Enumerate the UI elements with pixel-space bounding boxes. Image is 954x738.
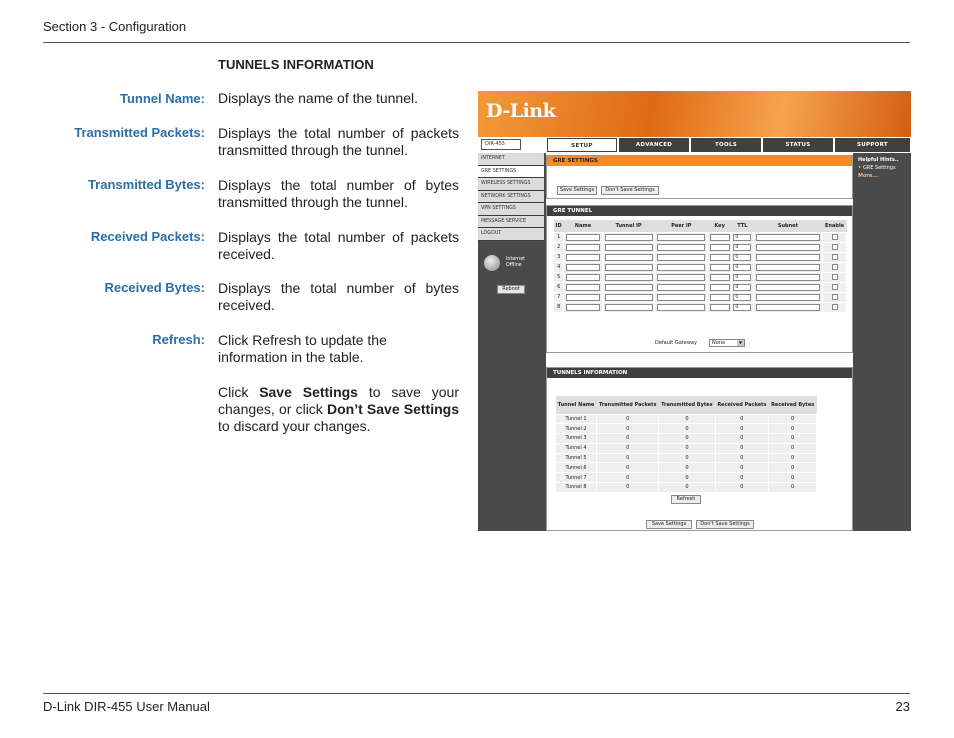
gre-field-cell [753,282,822,292]
gre-field-cell [708,272,732,282]
gre-field-cell [753,292,822,302]
ttl-field[interactable]: 0 [733,304,751,311]
brand-banner [478,91,911,137]
gre-field-cell [732,242,754,252]
gre-row-id: 1 [554,232,564,242]
info-row [556,434,817,444]
gre-field-cell [602,292,655,302]
page-number: 23 [895,699,910,714]
tunnel-stat-cell: 0 [769,414,817,424]
gre-row-id: 8 [554,302,564,312]
tunnel-stat-cell: 0 [659,453,715,463]
gre-enable-cell [823,272,847,282]
gre-field-cell [708,292,732,302]
gre-text-field[interactable] [756,234,820,241]
tunnel-stat-cell: 0 [715,434,769,444]
tunnel-stat-cell: 0 [769,473,817,483]
gre-field-cell [708,302,732,312]
hints-item[interactable] [858,164,908,172]
term-refresh: Refresh: [152,332,205,347]
nav-network-settings[interactable]: NETWORK SETTINGS [478,191,544,204]
bullet-icon: • [858,165,863,171]
ttl-field[interactable]: 0 [733,254,751,261]
desc-transmitted-bytes: Displays the total number of bytes transmitted through the tunnel. [218,177,459,210]
gre-row [554,242,847,252]
gre-field-cell [655,232,708,242]
gre-col-header: Subnet [753,220,822,232]
gre-text-field[interactable] [566,284,600,291]
gre-col-header: Peer IP [655,220,708,232]
gre-field-cell [564,252,602,262]
tunnel-name-cell: Tunnel 1 [556,414,597,424]
hints-title: Helpful Hints.. [858,157,899,163]
tunnel-stat-cell: 0 [597,473,659,483]
tunnel-stat-cell: 0 [597,443,659,453]
save-note-post: to discard your changes. [218,418,371,434]
gre-text-field[interactable] [710,244,730,251]
chevron-down-icon: ▼ [738,340,743,345]
section-title: TUNNELS INFORMATION [218,57,374,72]
gre-text-field[interactable] [566,234,600,241]
gre-field-cell [753,242,822,252]
main-content [546,153,853,531]
internet-label: Internet [506,257,526,262]
gre-field-cell [708,262,732,272]
gre-field-cell [655,292,708,302]
tunnels-info-table [555,396,817,493]
tunnel-name-cell: Tunnel 3 [556,434,597,444]
tunnel-name-cell: Tunnel 8 [556,483,597,493]
gre-field-cell [753,272,822,282]
save-note [218,384,459,435]
gre-text-field[interactable] [605,264,653,271]
gre-text-field[interactable] [605,254,653,261]
enable-checkbox[interactable] [832,274,838,280]
gre-field-cell [602,262,655,272]
tunnel-stat-cell: 0 [659,424,715,434]
tunnel-stat-cell: 0 [715,453,769,463]
tunnel-stat-cell: 0 [715,424,769,434]
enable-checkbox[interactable] [832,234,838,240]
gre-field-cell [753,262,822,272]
gre-text-field[interactable] [605,274,653,281]
desc-received-bytes: Displays the total number of bytes received. [218,280,459,313]
gre-col-header: TTL [732,220,754,232]
gre-text-field[interactable] [566,304,600,311]
tunnel-stat-cell: 0 [715,414,769,424]
gre-text-field[interactable] [756,284,820,291]
gre-col-header: ID [554,220,564,232]
tunnels-info-panel [546,367,853,531]
gre-field-cell [655,262,708,272]
gre-text-field[interactable] [605,294,653,301]
gre-field-cell [602,302,655,312]
tunnel-stat-cell: 0 [715,473,769,483]
gre-col-header: Tunnel IP [602,220,655,232]
gre-text-field[interactable] [657,234,705,241]
gre-row-id: 4 [554,262,564,272]
gre-row [554,252,847,262]
gre-field-cell [753,252,822,262]
gre-text-field[interactable] [657,294,705,301]
left-nav [478,153,544,531]
gre-field-cell [708,282,732,292]
gre-row-id: 6 [554,282,564,292]
nav-message-service[interactable]: MESSAGE SERVICE [478,216,544,229]
save-note-mid: to save your changes, or click [218,384,459,417]
enable-checkbox[interactable] [832,264,838,270]
gre-col-header: Key [708,220,732,232]
gre-text-field[interactable] [756,264,820,271]
term-tunnel-name: Tunnel Name: [120,91,205,106]
tunnel-stat-cell: 0 [597,483,659,493]
gre-tunnel-title: GRE TUNNEL [547,206,852,216]
gre-field-cell [564,272,602,282]
gre-field-cell [602,232,655,242]
tunnel-stat-cell: 0 [597,424,659,434]
gre-text-field[interactable] [566,274,600,281]
gre-text-field[interactable] [756,294,820,301]
gre-field-cell [732,262,754,272]
gre-text-field[interactable] [710,234,730,241]
gre-field-cell [732,302,754,312]
tunnel-stat-cell: 0 [597,414,659,424]
gre-field-cell [732,282,754,292]
gre-field-cell [708,232,732,242]
gre-row [554,262,847,272]
tunnel-stat-cell: 0 [769,434,817,444]
gre-field-cell [732,232,754,242]
desc-received-packets: Displays the total number of packets received. [218,229,459,262]
info-row [556,424,817,434]
info-col-header: Received Packets [715,396,769,414]
tunnel-stat-cell: 0 [659,483,715,493]
footer-manual-title: D-Link DIR-455 User Manual [43,699,210,714]
gre-text-field[interactable] [756,304,820,311]
gre-settings-panel [546,155,853,199]
tunnels-info-title: TUNNELS INFORMATION [547,368,852,378]
gre-enable-cell [823,292,847,302]
gre-text-field[interactable] [756,254,820,261]
tunnel-name-cell: Tunnel 5 [556,453,597,463]
tunnel-stat-cell: 0 [659,434,715,444]
gre-text-field[interactable] [657,304,705,311]
nav-logout[interactable]: LOGOUT [478,228,544,241]
term-received-packets: Received Packets: [90,229,205,244]
gre-text-field[interactable] [566,254,600,261]
nav-vpn-settings[interactable]: VPN SETTINGS [478,203,544,216]
ttl-field[interactable]: 0 [733,284,751,291]
gre-enable-cell [823,252,847,262]
tab-status[interactable]: STATUS [763,138,833,152]
tunnel-stat-cell: 0 [769,443,817,453]
hints-sidebar [855,153,911,531]
term-transmitted-bytes: Transmitted Bytes: [87,177,205,192]
ttl-field[interactable]: 0 [733,294,751,301]
tab-setup[interactable]: SETUP [547,138,617,152]
info-col-header: Transmitted Bytes [659,396,715,414]
term-transmitted-packets: Transmitted Packets: [74,125,205,140]
tunnel-name-cell: Tunnel 7 [556,473,597,483]
tunnel-stat-cell: 0 [597,463,659,473]
gre-tunnel-table [553,220,847,313]
gre-text-field[interactable] [566,264,600,271]
tunnel-stat-cell: 0 [769,463,817,473]
info-col-header: Received Bytes [769,396,817,414]
gre-field-cell [564,262,602,272]
gre-text-field[interactable] [566,244,600,251]
gre-text-field[interactable] [566,294,600,301]
gre-field-cell [564,302,602,312]
gre-field-cell [602,272,655,282]
gre-field-cell [602,252,655,262]
nav-internet[interactable]: INTERNET [478,153,544,166]
info-row [556,414,817,424]
gre-enable-cell [823,302,847,312]
gre-row-id: 7 [554,292,564,302]
tunnel-stat-cell: 0 [659,443,715,453]
gre-field-cell [732,272,754,282]
save-note-bold2: Don’t Save Settings [326,401,459,417]
tab-bar [478,137,911,153]
gre-row [554,272,847,282]
gre-row-id: 5 [554,272,564,282]
tab-tools[interactable]: TOOLS [691,138,761,152]
default-gateway-value: None [712,340,726,346]
nav-wireless-settings[interactable]: WIRELESS SETTINGS [478,178,544,191]
gre-tunnel-panel [546,205,853,353]
gre-field-cell [655,282,708,292]
term-received-bytes: Received Bytes: [104,280,205,295]
gre-field-cell [602,242,655,252]
enable-checkbox[interactable] [832,294,838,300]
tunnel-name-cell: Tunnel 2 [556,424,597,434]
desc-tunnel-name: Displays the name of the tunnel. [218,90,419,106]
save-settings-button-bottom[interactable]: Save Settings [646,520,692,529]
dont-save-settings-button-bottom[interactable]: Don't Save Settings [696,520,754,529]
gre-field-cell [564,242,602,252]
gre-enable-cell [823,262,847,272]
gre-field-cell [564,232,602,242]
tunnel-stat-cell: 0 [769,424,817,434]
default-gateway-label: Default Gateway [655,340,697,346]
gre-text-field[interactable] [710,304,730,311]
gre-row [554,292,847,302]
desc-transmitted-packets: Displays the total number of packets transmitted through the tunnel. [218,125,459,158]
tab-support[interactable]: SUPPORT [835,138,910,152]
info-row [556,483,817,493]
tunnel-stat-cell: 0 [715,483,769,493]
gre-text-field[interactable] [605,304,653,311]
gre-enable-cell [823,242,847,252]
gre-row [554,302,847,312]
tunnel-stat-cell: 0 [659,463,715,473]
section-header: Section 3 - Configuration [43,19,187,34]
gre-row-id: 3 [554,252,564,262]
tunnel-stat-cell: 0 [597,453,659,463]
info-row [556,443,817,453]
gre-text-field[interactable] [657,254,705,261]
ttl-field[interactable]: 0 [733,264,751,271]
gre-text-field[interactable] [605,284,653,291]
info-row [556,453,817,463]
gre-col-header: Enable [823,220,847,232]
gre-text-field[interactable] [657,264,705,271]
gre-field-cell [655,252,708,262]
info-col-header: Transmitted Packets [597,396,659,414]
tunnel-stat-cell: 0 [715,463,769,473]
gre-text-field[interactable] [605,244,653,251]
gre-field-cell [732,292,754,302]
gre-text-field[interactable] [756,274,820,281]
gre-text-field[interactable] [657,244,705,251]
offline-label: Offline [506,263,522,268]
gre-field-cell [708,252,732,262]
default-gateway-select[interactable] [709,339,745,347]
gre-text-field[interactable] [756,244,820,251]
gre-text-field[interactable] [710,284,730,291]
tunnel-name-cell: Tunnel 4 [556,443,597,453]
ttl-field[interactable]: 0 [733,234,751,241]
tunnel-stat-cell: 0 [597,434,659,444]
tunnel-stat-cell: 0 [659,414,715,424]
gre-text-field[interactable] [710,254,730,261]
dlink-logo: D-Link [486,100,556,122]
dont-save-settings-button-top[interactable]: Don't Save Settings [601,186,659,195]
tunnel-stat-cell: 0 [769,483,817,493]
tunnel-stat-cell: 0 [769,453,817,463]
save-note-bold1: Save Settings [259,384,358,400]
header-rule [43,42,910,43]
ttl-field[interactable]: 0 [733,274,751,281]
info-row [556,463,817,473]
gre-field-cell [602,282,655,292]
gre-row [554,282,847,292]
gre-field-cell [753,232,822,242]
gre-text-field[interactable] [710,294,730,301]
desc-refresh: Click Refresh to update the information in the table. [218,332,387,365]
enable-checkbox[interactable] [832,244,838,250]
nav-gre-settings[interactable]: GRE SETTINGS [478,166,544,179]
tunnel-stat-cell: 0 [659,473,715,483]
info-col-header: Tunnel Name [556,396,597,414]
gre-col-header: Name [564,220,602,232]
gre-field-cell [732,252,754,262]
gre-enable-cell [823,232,847,242]
save-note-pre: Click [218,384,260,400]
gre-text-field[interactable] [657,274,705,281]
gre-row-id: 2 [554,242,564,252]
gre-text-field[interactable] [657,284,705,291]
enable-checkbox[interactable] [832,254,838,260]
footer-rule [43,693,910,694]
gre-field-cell [753,302,822,312]
tab-advanced[interactable]: ADVANCED [619,138,689,152]
info-row [556,473,817,483]
hints-item-label: GRE Settings [862,165,896,171]
hints-more-link[interactable]: More... [858,173,878,179]
save-settings-button-top[interactable]: Save Settings [557,186,597,195]
globe-icon [484,255,500,271]
reboot-button[interactable]: Reboot [497,285,525,294]
refresh-button[interactable]: Refresh [671,495,701,504]
gre-field-cell [655,302,708,312]
enable-checkbox[interactable] [832,304,838,310]
gre-text-field[interactable] [710,274,730,281]
enable-checkbox[interactable] [832,284,838,290]
gre-enable-cell [823,282,847,292]
router-screenshot [478,91,911,531]
gre-settings-title: GRE SETTINGS [547,156,852,166]
model-label: DIR-455 [481,139,521,150]
gre-text-field[interactable] [605,234,653,241]
gre-field-cell [655,242,708,252]
tunnel-stat-cell: 0 [715,443,769,453]
ttl-field[interactable]: 0 [733,244,751,251]
internet-status [506,257,525,269]
gre-field-cell [655,272,708,282]
tunnel-name-cell: Tunnel 6 [556,463,597,473]
gre-field-cell [564,282,602,292]
gre-field-cell [564,292,602,302]
gre-field-cell [708,242,732,252]
gre-row [554,232,847,242]
gre-text-field[interactable] [710,264,730,271]
